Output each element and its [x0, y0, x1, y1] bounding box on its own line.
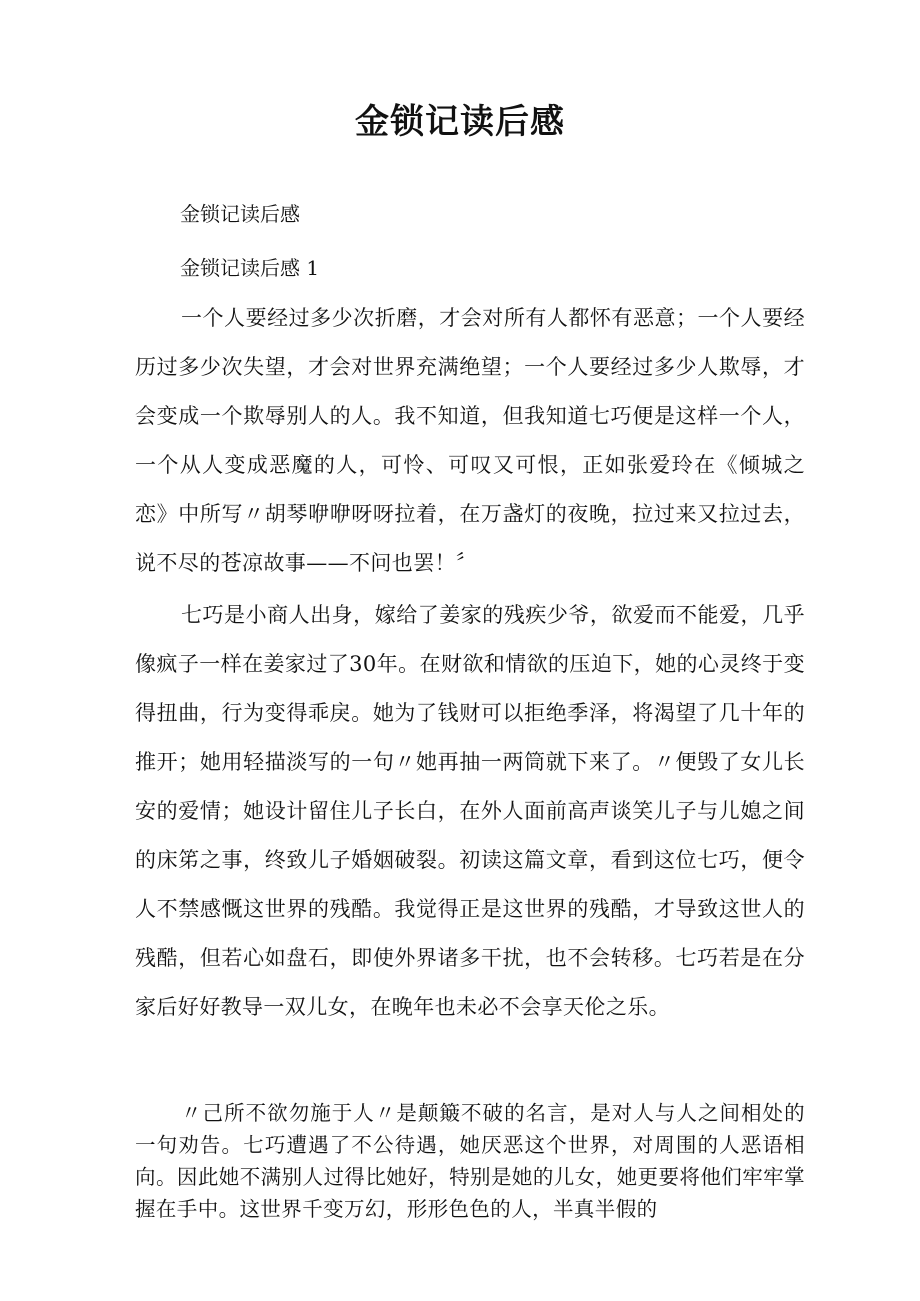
document-subtitle: 金锁记读后感	[180, 202, 300, 226]
section-heading: 金锁记读后感 1	[180, 256, 320, 280]
paragraph-1: 一个人要经过多少次折磨，才会对所有人都怀有恶意；一个人要经历过多少次失望，才会对世界充满绝望；一个人要经过多少人欺辱，才会变成一个欺辱别人的人。我不知道，但我知道七巧便是这样一个人，一个从人变成恶魔的人，可怜、可叹又可恨，正如张爱玲在《倾城之恋》中所写〃胡琴咿咿呀呀拉着，在万盏灯的夜晚，拉过来又拉过去，说不尽的苍凉故事——不问也罢！〞	[135, 306, 805, 575]
document-title: 金锁记读后感	[355, 102, 565, 142]
paragraph-3: 〃己所不欲勿施于人〃是颠簸不破的名言，是对人与人之间相处的一句劝告。七巧遭遇了不公待遇，她厌恶这个世界，对周围的人恶语相向。因此她不满别人过得比她好，特别是她的儿女，她更要将他们牢牢掌握在手中。这世界千变万幻，形形色色的人，半真半假的	[135, 1101, 805, 1221]
paragraph-2: 七巧是小商人出身，嫁给了姜家的残疾少爷，欲爱而不能爱，几乎像疯子一样在姜家过了30年。在财欲和情欲的压迫下，她的心灵终于变得扭曲，行为变得乖戾。她为了钱财可以拒绝季泽，将渴望了几十年的推开；她用轻描淡写的一句〃她再抽一两筒就下来了。〃便毁了女儿长安的爱情；她设计留住儿子长白，在外人面前高声谈笑儿子与儿媳之间的床笫之事，终致儿子婚姻破裂。初读这篇文章，看到这位七巧，便令人不禁感慨这世界的残酷。我觉得正是这世界的残酷，才导致这世人的残酷，但若心如盘石，即使外界诸多干扰，也不会转移。七巧若是在分家后好好教导一双儿女，在晚年也未必不会享天伦之乐。	[135, 603, 805, 1019]
